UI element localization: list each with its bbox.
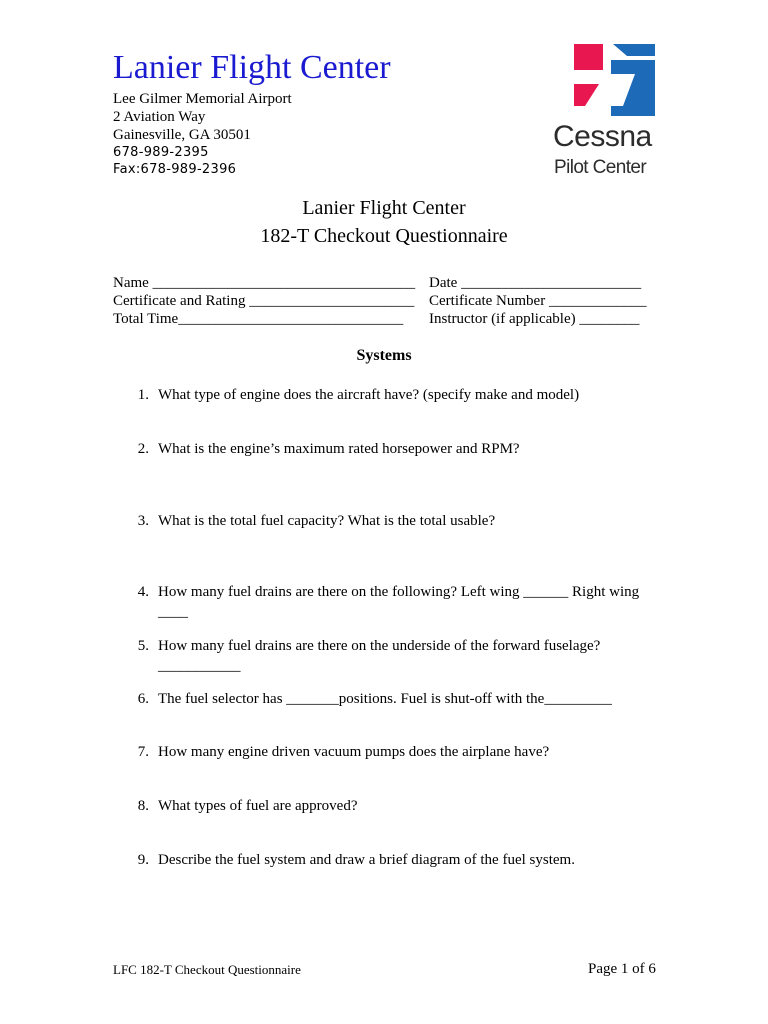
question-text: Describe the fuel system and draw a brief diagram of the fuel system.	[158, 852, 575, 868]
question-number: 6.	[137, 691, 149, 707]
document-title-line2: 182-T Checkout Questionnaire	[260, 225, 508, 247]
question-number: 9.	[137, 852, 149, 868]
question-text: The fuel selector has _______positions. Fuel is shut-off with the_________	[158, 691, 612, 707]
question-text: What is the total fuel capacity? What is the total usable?	[158, 513, 496, 529]
question-text: How many fuel drains are there on the underside of the forward fuselage?	[158, 638, 601, 654]
address-line-phone: 678-989-2395	[113, 145, 209, 160]
question-text: What types of fuel are approved?	[158, 798, 358, 814]
question-text-continued: ___________	[158, 658, 241, 674]
question-text: What type of engine does the aircraft have? (specify make and model)	[158, 387, 580, 403]
cessna-logo-word: Cessna	[553, 120, 652, 153]
section-title: Systems	[356, 347, 412, 364]
total-time-field[interactable]: Total Time______________________________	[113, 311, 404, 327]
question-number: 5.	[137, 638, 149, 654]
organization-name: Lanier Flight Center	[113, 49, 391, 86]
document-title-line1: Lanier Flight Center	[302, 197, 466, 219]
question-number: 4.	[137, 584, 149, 600]
question-text: How many engine driven vacuum pumps does the airplane have?	[158, 744, 550, 760]
address-line-airport: Lee Gilmer Memorial Airport	[113, 91, 292, 107]
footer-page-number: Page 1 of 6	[588, 961, 656, 977]
question-number: 8.	[137, 798, 149, 814]
address-line-street: 2 Aviation Way	[113, 109, 206, 125]
date-field[interactable]: Date ________________________	[429, 275, 642, 291]
name-field[interactable]: Name ___________________________________	[113, 275, 416, 291]
question-number: 3.	[137, 513, 149, 529]
certificate-rating-field[interactable]: Certificate and Rating ______________________	[113, 293, 415, 309]
instructor-field[interactable]: Instructor (if applicable) ________	[429, 311, 640, 327]
question-number: 7.	[137, 744, 149, 760]
address-line-city: Gainesville, GA 30501	[113, 127, 251, 143]
question-number: 2.	[137, 441, 149, 457]
cessna-logo-subtitle: Pilot Center	[554, 157, 647, 178]
footer-document-name: LFC 182-T Checkout Questionnaire	[113, 962, 301, 977]
address-line-fax: Fax:678-989-2396	[113, 162, 237, 177]
question-text: How many fuel drains are there on the following? Left wing ______ Right wing	[158, 584, 640, 600]
certificate-number-field[interactable]: Certificate Number _____________	[429, 293, 647, 309]
question-text-continued: ____	[158, 604, 188, 620]
question-text: What is the engine’s maximum rated horsepower and RPM?	[158, 441, 520, 457]
question-number: 1.	[137, 387, 149, 403]
